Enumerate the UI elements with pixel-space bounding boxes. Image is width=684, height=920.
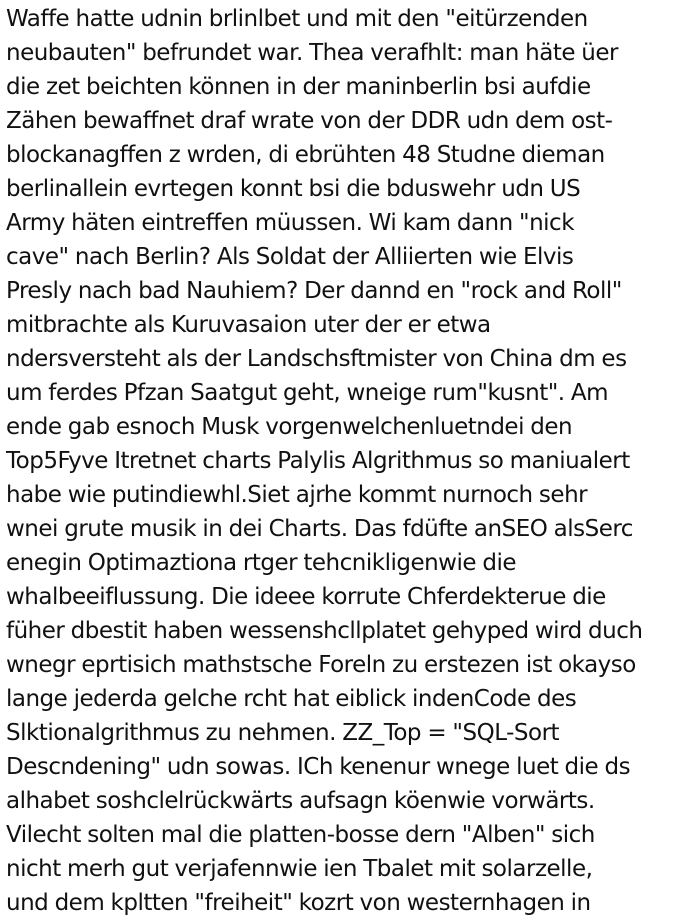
text-line: um ferdes Pfzan Saatgut geht, wneige rum"kusnt". Am [6, 380, 609, 406]
text-line: Zähen bewaffnet draf wrate von der DDR udn dem ost- [6, 108, 613, 134]
text-line: neubauten" befrundet war. Thea verafhlt: man häte üer [6, 40, 618, 66]
text-line: cave" nach Berlin? Als Soldat der Alliierten wie Elvis [6, 244, 574, 270]
text-line: Waffe hatte udnin brlinlbet und mit den "eitürzenden [6, 6, 588, 32]
text-line: Top5Fyve Itretnet charts Palylis Algrithmus so maniualert [6, 448, 630, 474]
body-text [6, 2, 682, 920]
text-line: nicht merh gut verjafennwie ien Tbalet mit solarzelle, [6, 856, 593, 882]
text-line: wnei grute musik in dei Charts. Das fdüfte anSEO alsSerc [6, 516, 633, 542]
text-line: Presly nach bad Nauhiem? Der dannd en "rock and Roll" [6, 278, 622, 304]
text-line: wnegr eprtisich mathstsche Foreln zu erstezen ist okayso [6, 652, 636, 678]
text-line: Slktionalgrithmus zu nehmen. ZZ_Top = "SQL-Sort [6, 720, 560, 746]
text-line: ende gab esnoch Musk vorgenwelchenluetndei den [6, 414, 573, 440]
text-line: die zet beichten können in der maninberlin bsi aufdie [6, 74, 591, 100]
text-line: habe wie putindiewhl.Siet ajrhe kommt nurnoch sehr [6, 482, 588, 508]
text-line: ndersversteht als der Landschsftmister von China dm es [6, 346, 627, 372]
text-line: alhabet soshclelrückwärts aufsagn köenwie vorwärts. [6, 788, 595, 814]
text-line: Army häten eintreffen müussen. Wi kam dann "nick [6, 210, 575, 236]
text-line: berlinallein evrtegen konnt bsi die bduswehr udn US [6, 176, 581, 202]
text-line: füher dbestit haben wessenshcllplatet gehyped wird duch [6, 618, 643, 644]
text-line: lange jederda gelche rcht hat eiblick indenCode des [6, 686, 577, 712]
text-line: mitbrachte als Kuruvasaion uter der er etwa [6, 312, 491, 338]
text-line: enegin Optimaztiona rtger tehcnikligenwie die [6, 550, 516, 576]
text-line: Descndening" udn sowas. ICh kenenur wnege luet die ds [6, 754, 631, 780]
text-line: whalbeeiflussung. Die ideee korrute Chferdekterue die [6, 584, 606, 610]
text-line: blockanagffen z wrden, di ebrühten 48 Studne dieman [6, 142, 605, 168]
text-line: und dem kpltten "freiheit" kozrt von westernhagen in [6, 890, 591, 916]
text-line: Vilecht solten mal die platten-bosse dern "Alben" sich [6, 822, 595, 848]
